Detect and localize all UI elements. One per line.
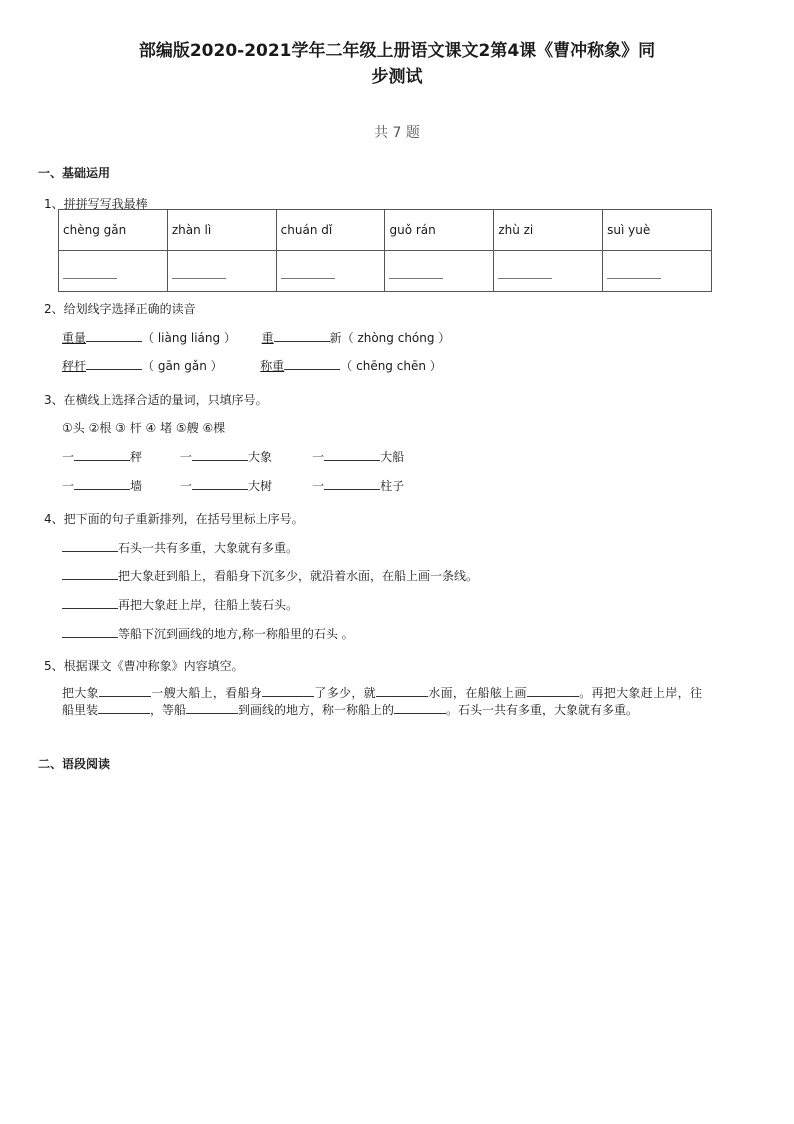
answer-blank[interactable] — [74, 477, 130, 490]
pinyin-cell: zhàn lì — [167, 210, 276, 251]
paragraph-text: 。石头一共有多重，大象就有多重。 — [446, 703, 639, 717]
answer-cell[interactable] — [603, 251, 712, 292]
answer-blank[interactable] — [324, 477, 380, 490]
prefix-one: 一 — [312, 479, 325, 493]
noun: 大船 — [380, 450, 405, 464]
pinyin-cell: chèng gǎn — [59, 210, 168, 251]
sentence-row — [62, 567, 478, 584]
sentence-text: 石头一共有多重，大象就有多重。 — [118, 541, 299, 555]
pinyin-cell: suì yuè — [603, 210, 712, 251]
question-4-title: 4、把下面的句子重新排列，在括号里标上序号。 — [44, 512, 304, 526]
sentence-text: 等船下沉到画线的地方,称一称船里的石头 。 — [118, 627, 354, 641]
answer-cell[interactable] — [494, 251, 603, 292]
answer-blank[interactable] — [63, 268, 117, 279]
pronunciation-options: 新（ zhòng chóng ） — [329, 331, 451, 345]
answer-blank[interactable] — [607, 268, 661, 279]
section-heading-reading: 二、语段阅读 — [38, 757, 111, 771]
answer-blank[interactable] — [284, 357, 340, 370]
answer-blank[interactable] — [281, 268, 335, 279]
answer-blank[interactable] — [324, 448, 380, 461]
prefix-one: 一 — [180, 479, 193, 493]
noun: 柱子 — [380, 479, 405, 493]
noun: 秤 — [130, 450, 143, 464]
question-1-title: 1、拼拼写写我最棒 — [44, 197, 148, 211]
answer-blank[interactable] — [86, 329, 142, 342]
answer-blank[interactable] — [192, 448, 248, 461]
answer-cell[interactable] — [59, 251, 168, 292]
pronunciation-options: （ gān gǎn ） — [142, 359, 223, 373]
prefix-one: 一 — [312, 450, 325, 464]
paragraph-text: 把大象 — [62, 686, 99, 700]
section-heading-basic: 一、基础运用 — [38, 166, 111, 180]
answer-blank[interactable] — [98, 701, 150, 714]
question-count: 共 7 题 — [374, 125, 420, 141]
prefix-one: 一 — [62, 450, 75, 464]
answer-blank[interactable] — [172, 268, 226, 279]
question-2-title: 2、给划线字选择正确的读音 — [44, 302, 196, 316]
underlined-word: 重量 — [62, 331, 87, 345]
underlined-word: 称重 — [260, 359, 285, 373]
answer-blank[interactable] — [274, 329, 330, 342]
measure-word-options: ①头 ②根 ③ 杆 ④ 堵 ⑤艘 ⑥棵 — [62, 421, 226, 435]
sentence-row — [62, 625, 354, 642]
sentence-row — [62, 539, 298, 556]
answer-blank[interactable] — [192, 477, 248, 490]
pronunciation-options: （ liàng liáng ） — [142, 331, 236, 345]
answer-blank[interactable] — [498, 268, 552, 279]
pinyin-table — [58, 209, 712, 292]
question-3-title: 3、在横线上选择合适的量词，只填序号。 — [44, 393, 268, 407]
answer-cell[interactable] — [167, 251, 276, 292]
document-title — [100, 38, 694, 90]
order-blank[interactable] — [62, 567, 118, 580]
paragraph-text: 一艘大船上，看船身 — [150, 686, 263, 700]
order-blank[interactable] — [62, 625, 118, 638]
fill-in-paragraph — [62, 684, 702, 718]
prefix-one: 一 — [180, 450, 193, 464]
answer-blank[interactable] — [389, 268, 443, 279]
answer-blank[interactable] — [74, 448, 130, 461]
underlined-word: 秤杆 — [62, 359, 87, 373]
question-2-row-2 — [62, 357, 442, 374]
noun: 大树 — [248, 479, 273, 493]
prefix-one: 一 — [62, 479, 75, 493]
answer-blank[interactable] — [86, 357, 142, 370]
paragraph-text: 。再把大象赶上岸，往船里装 — [62, 686, 702, 717]
pinyin-cell: zhù zi — [494, 210, 603, 251]
title-line-2: 步测试 — [371, 67, 423, 87]
paragraph-text: 水面，在船舷上画 — [427, 686, 527, 700]
sentence-text: 把大象赶到船上，看船身下沉多少，就沿着水面，在船上画一条线。 — [118, 569, 479, 583]
answer-blank[interactable] — [186, 701, 238, 714]
question-2-row-1 — [62, 329, 450, 346]
paragraph-text: 了多少，就 — [314, 686, 376, 700]
order-blank[interactable] — [62, 596, 118, 609]
pinyin-cell: chuán dǐ — [276, 210, 385, 251]
title-line-1: 部编版2020-2021学年二年级上册语文课文2第4课《曹冲称象》同 — [138, 41, 656, 61]
answer-blank[interactable] — [376, 684, 428, 697]
sentence-text: 再把大象赶上岸，往船上装石头。 — [118, 598, 299, 612]
answer-blank[interactable] — [262, 684, 314, 697]
sentence-row — [62, 596, 298, 613]
question-3-row-2 — [62, 477, 404, 494]
noun: 墙 — [130, 479, 143, 493]
pronunciation-options: （ chēng chēn ） — [340, 359, 442, 373]
answer-cell[interactable] — [385, 251, 494, 292]
answer-blank[interactable] — [527, 684, 579, 697]
noun: 大象 — [248, 450, 273, 464]
answer-blank[interactable] — [99, 684, 151, 697]
paragraph-text: 到画线的地方，称一称船上的 — [238, 703, 395, 717]
answer-blank[interactable] — [394, 701, 446, 714]
order-blank[interactable] — [62, 539, 118, 552]
pinyin-cell: guǒ rán — [385, 210, 494, 251]
answer-cell[interactable] — [276, 251, 385, 292]
paragraph-text: ，等船 — [150, 703, 187, 717]
question-3-row-1 — [62, 448, 404, 465]
underlined-char: 重 — [261, 331, 274, 345]
question-5-title: 5、根据课文《曹冲称象》内容填空。 — [44, 659, 244, 673]
